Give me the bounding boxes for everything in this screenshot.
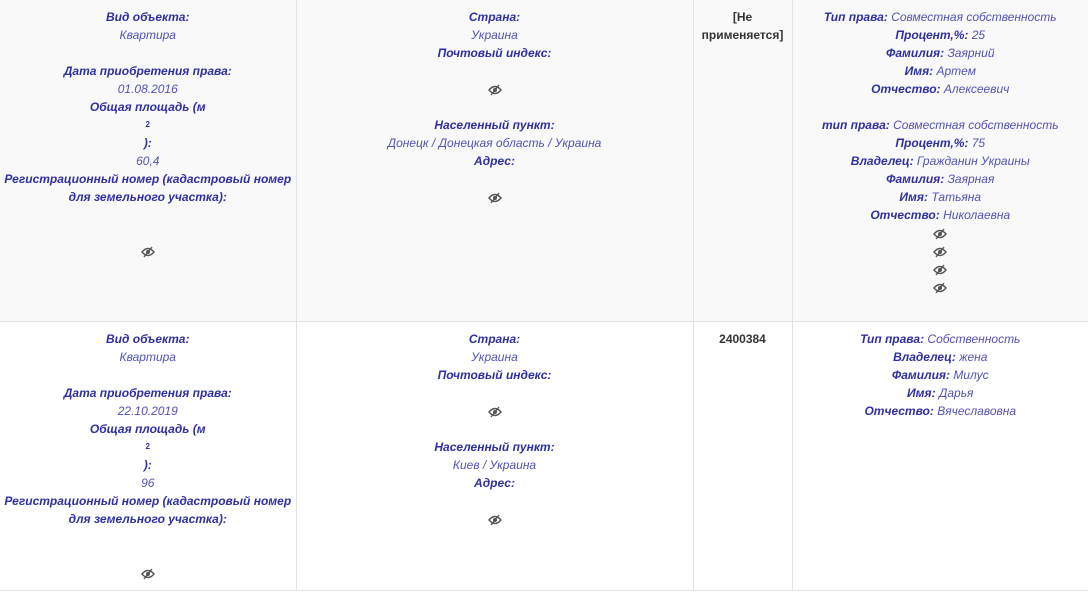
eye-slash-icon[interactable] bbox=[141, 564, 155, 582]
right-type-label: Тип права: bbox=[860, 332, 925, 346]
owner-value: жена bbox=[959, 350, 988, 364]
percent-value: 75 bbox=[971, 136, 986, 150]
right-type-value: Совместная собственность bbox=[893, 118, 1059, 132]
eye-slash-icon[interactable] bbox=[933, 278, 947, 296]
right-type-value: Совместная собственность bbox=[891, 10, 1057, 24]
name-label: Имя: bbox=[907, 386, 936, 400]
surname-label: Фамилия: bbox=[885, 46, 945, 60]
area-value: 60,4 bbox=[136, 154, 160, 168]
surname-value: Заярная bbox=[947, 172, 995, 186]
object-type-label: Вид объекта: bbox=[106, 10, 190, 24]
eye-slash-icon[interactable] bbox=[488, 188, 502, 206]
city-label: Населенный пункт: bbox=[434, 440, 555, 454]
eye-slash-icon[interactable] bbox=[141, 242, 155, 260]
registration-code: 2400384 bbox=[719, 332, 766, 346]
country-label: Страна: bbox=[468, 332, 521, 346]
name-value: Дарья bbox=[938, 386, 974, 400]
eye-slash-icon[interactable] bbox=[933, 242, 947, 260]
country-value: Украина bbox=[471, 350, 518, 364]
registration-code-cell bbox=[693, 322, 792, 591]
object-type-value: Квартира bbox=[119, 28, 176, 42]
area-label-close: ): bbox=[143, 458, 152, 472]
patronymic-value: Алексеевич bbox=[943, 82, 1010, 96]
address-label: Адрес: bbox=[474, 476, 515, 490]
owner-value: Гражданин Украины bbox=[916, 154, 1030, 168]
object-type-value: Квартира bbox=[119, 350, 176, 364]
acquisition-date-label: Дата приобретения права: bbox=[63, 64, 232, 78]
eye-slash-icon[interactable] bbox=[488, 402, 502, 420]
owner-label: Владелец: bbox=[850, 154, 914, 168]
city-label: Населенный пункт: bbox=[434, 118, 555, 132]
name-label: Имя: bbox=[899, 190, 928, 204]
postal-code-label: Почтовый индекс: bbox=[437, 368, 552, 382]
area-value: 96 bbox=[141, 476, 155, 490]
object-cell bbox=[0, 0, 296, 322]
city-value: Киев / Украина bbox=[452, 458, 537, 472]
eye-slash-icon[interactable] bbox=[488, 80, 502, 98]
location-cell bbox=[296, 0, 693, 322]
acquisition-date-value: 01.08.2016 bbox=[117, 82, 178, 96]
name-value: Артем bbox=[936, 64, 976, 78]
acquisition-date-label: Дата приобретения права: bbox=[63, 386, 232, 400]
country-value: Украина bbox=[471, 28, 518, 42]
surname-label: Фамилия: bbox=[891, 368, 950, 382]
address-label: Адрес: bbox=[474, 154, 515, 168]
registration-code-cell bbox=[693, 0, 792, 322]
registration-number-label: Регистрационный номер (кадастровый номер для земельного участка): bbox=[4, 494, 292, 526]
owner-label: Владелец: bbox=[893, 350, 956, 364]
surname-label: Фамилия: bbox=[886, 172, 945, 186]
right-type-label: Тип права: bbox=[823, 10, 888, 24]
table-row bbox=[0, 322, 1088, 591]
rights-cell bbox=[792, 0, 1088, 322]
rights-cell bbox=[792, 322, 1088, 591]
area-superscript: 2 bbox=[145, 442, 150, 451]
name-value: Татьяна bbox=[931, 190, 982, 204]
object-cell bbox=[0, 322, 296, 591]
acquisition-date-value: 22.10.2019 bbox=[117, 404, 178, 418]
eye-slash-icon[interactable] bbox=[933, 224, 947, 242]
postal-code-label: Почтовый индекс: bbox=[437, 46, 552, 60]
object-type-label: Вид объекта: bbox=[106, 332, 190, 346]
right-type-label: тип права: bbox=[821, 118, 890, 132]
area-label-close: ): bbox=[143, 136, 152, 150]
patronymic-label: Отчество: bbox=[870, 208, 940, 222]
patronymic-value: Вячеславовна bbox=[937, 404, 1017, 418]
city-value: Донецк / Донецкая область / Украина bbox=[387, 136, 602, 150]
percent-label: Процент,%: bbox=[895, 136, 969, 150]
surname-value: Заярний bbox=[947, 46, 995, 60]
name-label: Имя: bbox=[904, 64, 934, 78]
percent-label: Процент,%: bbox=[895, 28, 969, 42]
area-label: Общая площадь (м bbox=[89, 422, 206, 436]
patronymic-label: Отчество: bbox=[864, 404, 934, 418]
percent-value: 25 bbox=[971, 28, 986, 42]
surname-value: Милус bbox=[953, 368, 989, 382]
registration-code: [Не применяется] bbox=[701, 10, 784, 42]
registration-number-label: Регистрационный номер (кадастровый номер для земельного участка): bbox=[4, 172, 292, 204]
patronymic-label: Отчество: bbox=[871, 82, 941, 96]
eye-slash-icon[interactable] bbox=[933, 260, 947, 278]
eye-slash-icon[interactable] bbox=[488, 510, 502, 528]
right-type-value: Собственность bbox=[927, 332, 1021, 346]
area-label: Общая площадь (м bbox=[89, 100, 206, 114]
patronymic-value: Николаевна bbox=[943, 208, 1011, 222]
country-label: Страна: bbox=[468, 10, 521, 24]
area-superscript: 2 bbox=[145, 120, 150, 129]
location-cell bbox=[296, 322, 693, 591]
